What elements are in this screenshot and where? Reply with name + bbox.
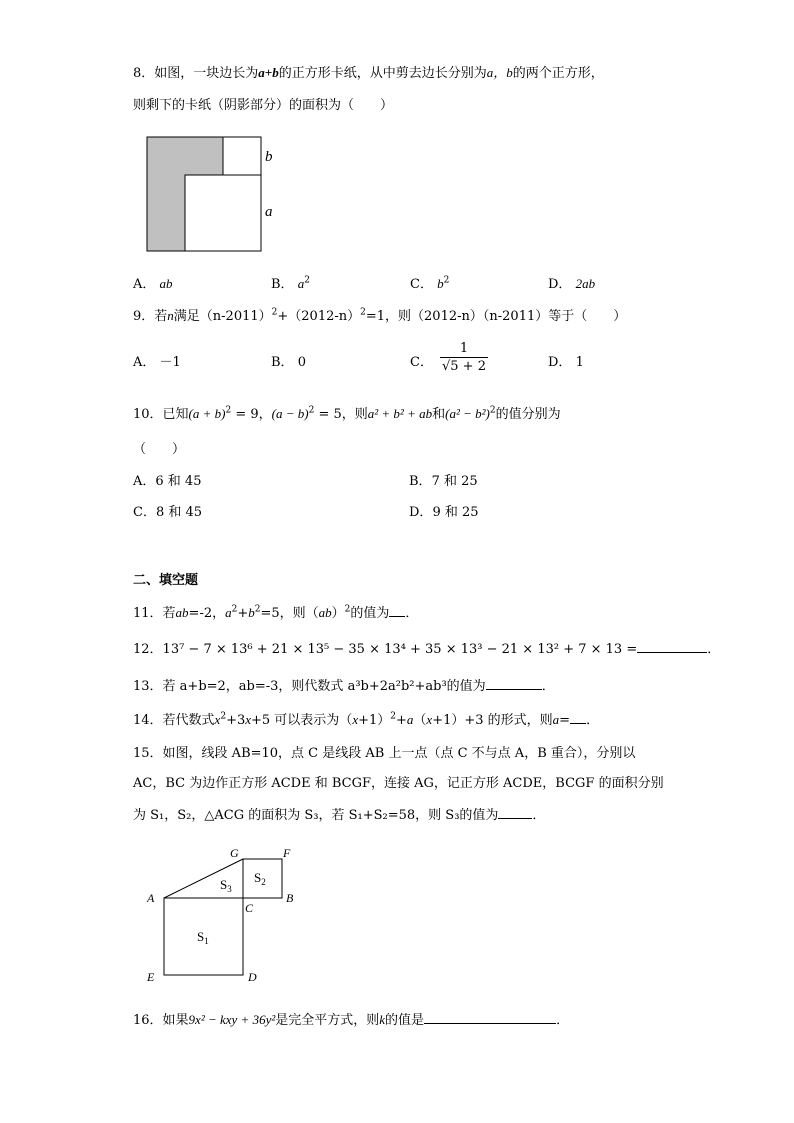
- answer-blank[interactable]: [570, 711, 586, 724]
- q10-option-c: C．8 和 45: [133, 505, 203, 520]
- fraction-numerator: 1: [459, 341, 469, 356]
- q8-line2: 则剩下的卡纸（阴影部分）的面积为（ ）: [133, 98, 394, 113]
- q9-option-c-fraction: [440, 340, 488, 375]
- label-e: E: [147, 970, 155, 984]
- q8-shaded-region: [147, 137, 223, 175]
- q10-paren: （ ）: [133, 442, 186, 457]
- q12-stem: 12．13⁷ − 7 × 13⁶ + 21 × 13⁵ − 35 × 13⁴ + 35 × 13³ − 21 × 13² + 7 × 13 = ．: [133, 642, 721, 657]
- q10-option-b: B．7 和 25: [409, 474, 478, 489]
- q8-text: 的两个正方形，: [512, 66, 604, 81]
- q13-stem: 13．若 a+b=2，ab=-3，则代数式 a³b+2a²b²+ab³的值为 ．: [133, 679, 555, 694]
- label-a: A: [147, 891, 155, 905]
- label-f: F: [283, 846, 291, 860]
- label-s3: $S_3$: [220, 877, 232, 894]
- q15-line3: 为 S₁，S₂，△ACG 的面积为 S₃，若 S₁+S₂=58，则 S₃的值为 ．: [133, 808, 546, 823]
- answer-blank[interactable]: [637, 640, 707, 653]
- q8-option-a: A． ab: [133, 276, 173, 292]
- q15-figure: [140, 842, 310, 987]
- q10-option-d: D．9 和 25: [409, 505, 479, 520]
- q9-option-b: B． 0: [271, 355, 306, 370]
- label-s2: $S_2$: [254, 870, 266, 887]
- q11-stem: 11．若ab=-2，$a^2+b^2=5$，则（ab）$^2$的值为 ．: [133, 604, 419, 621]
- q8-side-expr: a+b: [258, 65, 279, 80]
- q8-vars: a，b: [486, 65, 513, 80]
- q14-stem: 14．若代数式$x^2+3x+5$ 可以表示为$(x+1)^2+a(x+1)+3$ 的形式，则a= ．: [133, 711, 600, 728]
- q8-square-a: [185, 175, 261, 251]
- q8-label-a: a: [265, 204, 273, 220]
- label-d: D: [248, 970, 257, 984]
- q8-figure: [140, 132, 290, 257]
- q8-text: 的正方形卡纸，从中剪去边长分别为: [278, 66, 487, 81]
- q12-expression: 13⁷ − 7 × 13⁶ + 21 × 13⁵ − 35 × 13⁴ + 35 × 13³ − 21 × 13² + 7 × 13 =: [162, 642, 638, 657]
- label-g: G: [230, 846, 239, 860]
- answer-blank[interactable]: [486, 677, 542, 690]
- q8-line1: [133, 64, 604, 83]
- q8-label-b: b: [265, 149, 273, 165]
- section-heading: 二、填空题: [133, 573, 199, 588]
- q8-shaded-region: [147, 175, 185, 251]
- q10-stem: 10．已知$(a + b)^2 = 9$，$(a - b)^2 = 5$，则a² + b² + ab和$(a^2 - b^2)^2$的值分别为: [133, 405, 561, 422]
- label-s1: $S_1$: [197, 929, 209, 946]
- q9-stem: 9．若n满足$(n-2011)^2+(2012-n)^2=1$，则（2012-n）（n-2011）等于（ ）: [133, 307, 627, 324]
- answer-blank[interactable]: [424, 1011, 556, 1024]
- q8-option-d: D． 2ab: [548, 276, 596, 292]
- fraction-denominator: √5 + 2: [440, 357, 488, 375]
- q9-option-a: A． －1: [133, 355, 181, 370]
- q9-option-c: C．: [410, 355, 433, 370]
- label-b: B: [286, 891, 294, 905]
- q16-stem: 16．如果9x² − kxy + 36y²是完全平方式，则k的值是 ．: [133, 1012, 570, 1028]
- answer-blank[interactable]: [389, 604, 405, 617]
- answer-blank[interactable]: [498, 806, 532, 819]
- q8-text: 8．如图，一块边长为: [133, 66, 259, 81]
- q10-option-a: A．6 和 45: [133, 474, 202, 489]
- label-c: C: [245, 901, 254, 915]
- q8-square-b: [223, 137, 261, 175]
- q15-line1: 15．如图，线段 AB=10，点 C 是线段 AB 上一点（点 C 不与点 A，B 重合），分别以: [133, 746, 636, 761]
- q9-option-d: D． 1: [548, 355, 584, 370]
- q8-option-b: B． $a^2$: [271, 275, 310, 292]
- q15-line2: AC，BC 为边作正方形 ACDE 和 BCGF，连接 AG，记正方形 ACDE，BCGF 的面积分别: [133, 776, 664, 791]
- q8-option-c: C． $b^2$: [410, 275, 450, 292]
